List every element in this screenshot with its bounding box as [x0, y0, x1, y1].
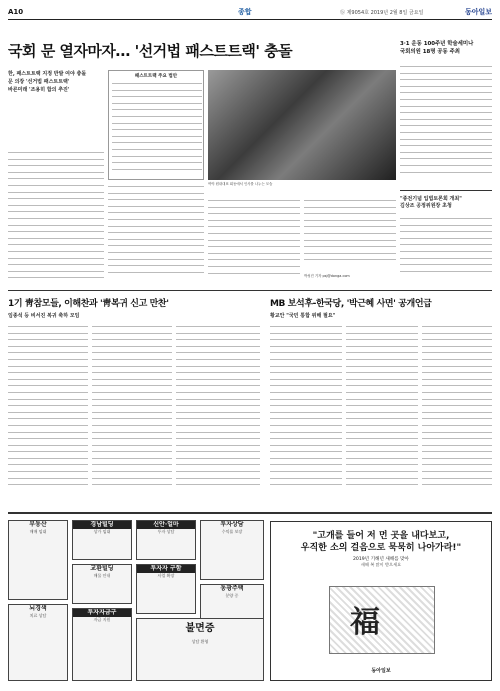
- ad-cell-6[interactable]: 투자자 구함 사업 확장: [136, 564, 196, 614]
- article-body-col1: [8, 150, 104, 282]
- news-photo: [208, 70, 396, 180]
- display-ad[interactable]: [270, 521, 492, 681]
- divider: [400, 190, 492, 191]
- page-header: [8, 6, 492, 20]
- article2-subhead: 임종석 등 비서진 복귀 축하 모임: [8, 313, 80, 319]
- article2-col1: [8, 324, 88, 504]
- ad-tag: 2019년 기해년 새해를 맞아: [352, 557, 409, 562]
- article2-col3: [176, 324, 260, 504]
- article3-subhead: 황교안 "국민 통합 위해 필요": [270, 313, 336, 319]
- sidebar-box-subtitle: 김상조 공정위원장 초청: [400, 203, 452, 209]
- bill-table: [108, 70, 204, 180]
- ad-cell-4[interactable]: 투자상담 수익률 보장: [200, 520, 264, 580]
- subhead-list: [8, 70, 104, 94]
- byline: 박성진 기자 psj@donga.com: [304, 274, 350, 278]
- article3-headline: MB 보석후-한국당, '박근혜 사면' 공개언급: [270, 299, 432, 309]
- subhead-1: 한, 패스트트랙 지정 반발 여야 충돌: [8, 71, 87, 77]
- ad-cell-9[interactable]: 투자자금구 자금 지원: [72, 608, 132, 681]
- article-body-col4: [304, 198, 396, 272]
- sidebar-subtitle: 국회의원 18명 공동 주최: [400, 49, 460, 55]
- calligraphy-glyph: 福: [350, 605, 380, 640]
- sidebar-title: 3·1 운동 100주년 학술세미나: [400, 41, 474, 47]
- masthead: 동아일보: [464, 8, 492, 16]
- ad-quote-line1: "고개를 들어 저 먼 곳을 내다보고,: [312, 531, 450, 541]
- ad-divider: [8, 512, 492, 514]
- sidebar-box-body: [400, 216, 492, 282]
- ad-cell-8[interactable]: 뇌경색 치료 상담: [8, 604, 68, 681]
- calligraphy-image: [329, 586, 435, 654]
- ad-cell-10[interactable]: 불면증 상담 환영: [136, 618, 264, 681]
- article-body-col2: [108, 184, 204, 282]
- article3-col2: [346, 324, 418, 504]
- ad-cell-5[interactable]: 교환빌딩 매물 안내: [72, 564, 132, 604]
- subhead-3: 바른미래 '조용히 합의 추진': [8, 87, 70, 93]
- ad-quote-line2: 우직한 소의 걸음으로 묵묵히 나아가라!": [300, 543, 462, 553]
- table-title: 패스트트랙 주요 법안: [134, 74, 178, 79]
- article2-col2: [92, 324, 172, 504]
- ad-tagline: 새해 복 많이 받으세요: [360, 562, 402, 567]
- sidebar-box-heading: [400, 196, 492, 210]
- sidebar-body: [400, 64, 492, 184]
- section-label: 종합: [238, 8, 252, 16]
- photo-caption: 여야 원내대표 회동에서 인사를 나누는 모습: [208, 182, 273, 186]
- ad-cell-2[interactable]: 경남빌딩 상가 임대: [72, 520, 132, 560]
- article3-col1: [270, 324, 342, 504]
- section-divider: [8, 290, 492, 291]
- issue-date: ⓑ 제9054호 2019년 2월 8일 금요일: [340, 10, 424, 16]
- article-body-col3: [208, 198, 300, 282]
- ad-cell-7[interactable]: 동광주택 분양 중: [200, 584, 264, 634]
- main-headline: 국회 문 열자마자… '선거법 패스트트랙' 충돌: [8, 42, 293, 60]
- ad-cell-1[interactable]: 부동산 매매 임대: [8, 520, 68, 600]
- ad-cell-3[interactable]: 신안·얼마 투자 상담: [136, 520, 196, 560]
- sidebar-box-title: "종전기념 입법토론회 개최": [400, 196, 462, 202]
- page-number: A10: [8, 8, 24, 16]
- article2-headline: 1기 靑참모들, 이해찬과 '靑복귀 신고 만찬': [8, 299, 169, 309]
- sidebar-headline: [400, 40, 492, 56]
- article3-col3: [422, 324, 492, 504]
- ad-publisher: 동아일보: [371, 668, 391, 674]
- subhead-2: 문 의장 '선거법 패스트트랙': [8, 79, 70, 85]
